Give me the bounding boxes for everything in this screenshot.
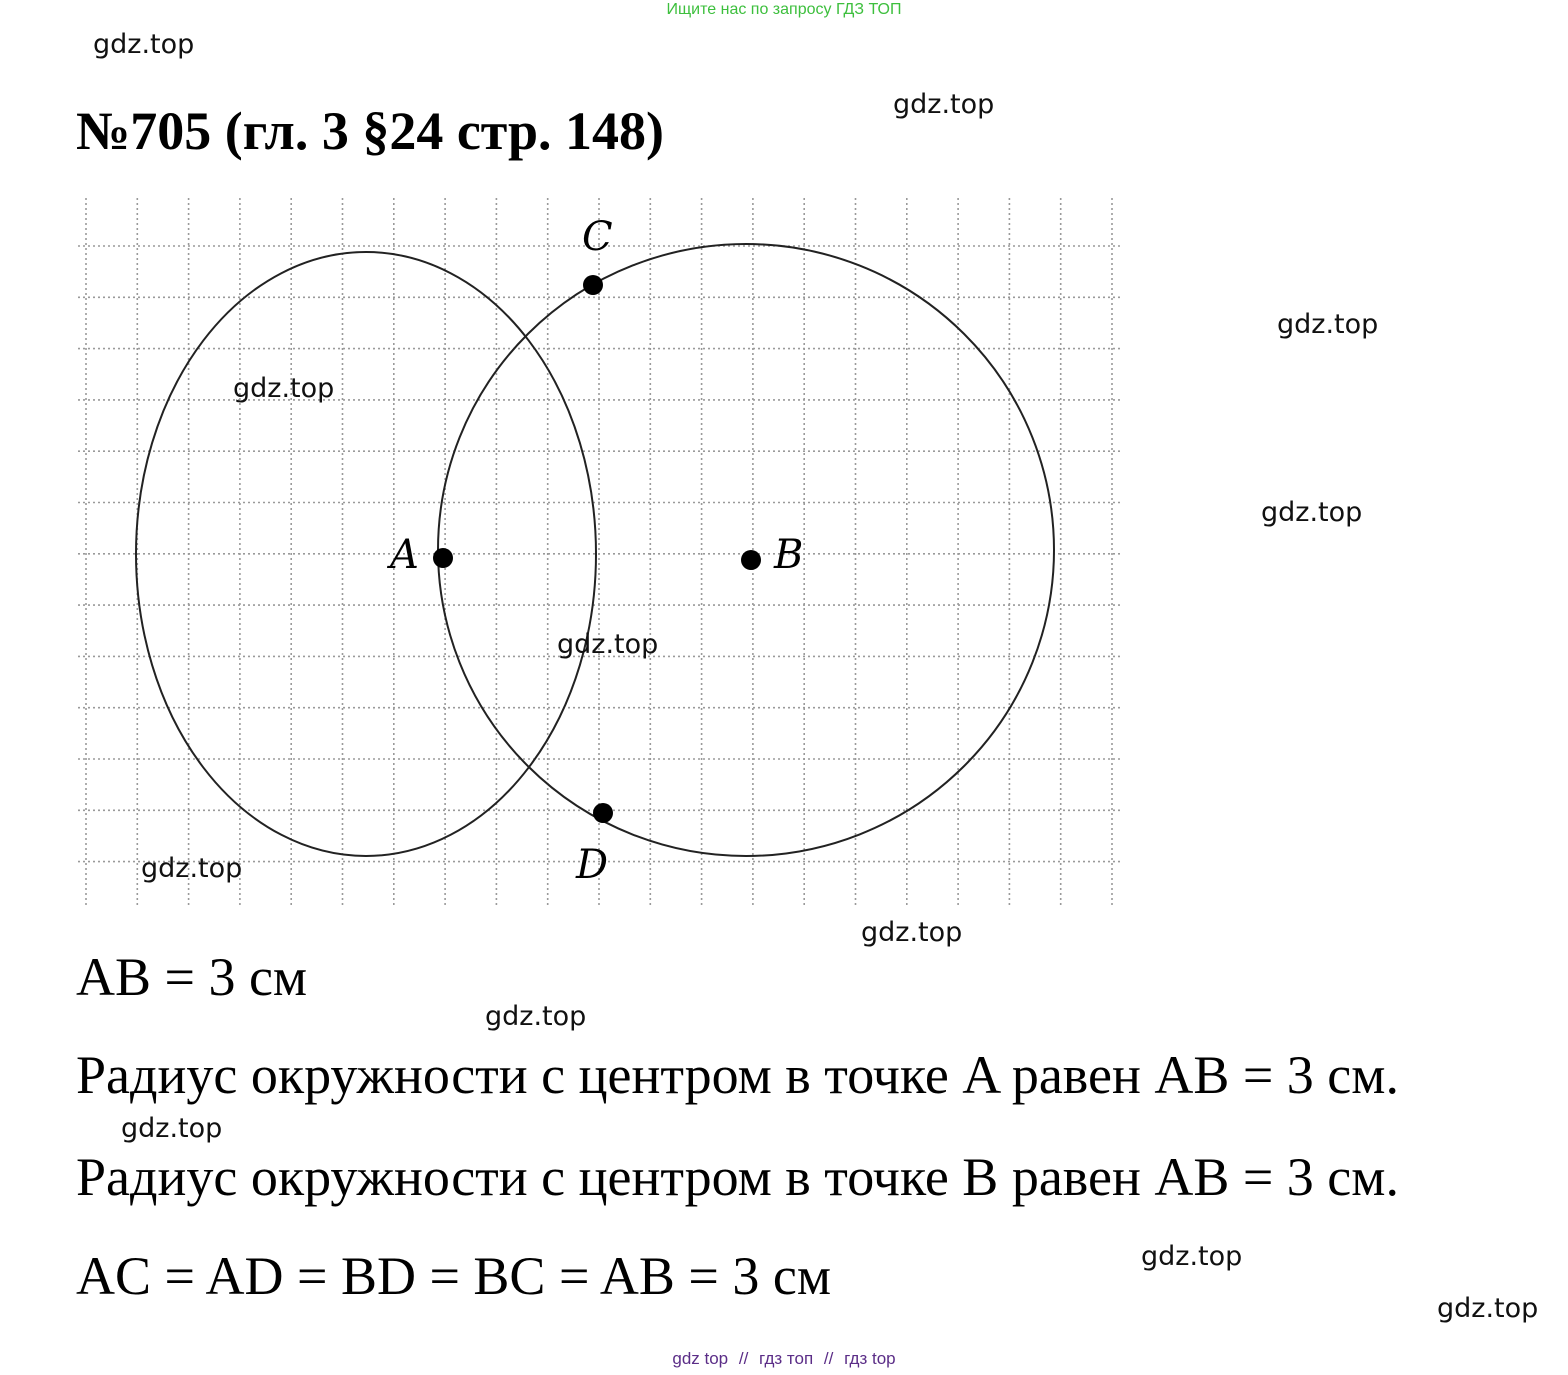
watermark: gdz.top <box>1437 1293 1539 1324</box>
watermark: gdz.top <box>121 1113 223 1144</box>
point-a <box>433 548 453 568</box>
text-equal: AC = AD = BD = BC = AB = 3 см <box>76 1246 832 1306</box>
label-a: A <box>390 532 419 578</box>
label-c: C <box>582 214 613 260</box>
text-radius-a: Радиус окружности с центром в точке A равен AB = 3 см. <box>76 1045 1399 1105</box>
watermark: gdz.top <box>1141 1241 1243 1272</box>
watermark: gdz.top <box>485 1001 587 1032</box>
footer-separator: // <box>823 1349 834 1368</box>
text-radius-b: Радиус окружности с центром в точке B равен AB = 3 см. <box>76 1147 1399 1207</box>
watermark: gdz.top <box>1261 497 1363 528</box>
geometry-figure <box>76 196 1122 910</box>
watermark: gdz.top <box>233 373 335 404</box>
label-d: D <box>576 842 609 888</box>
watermark: gdz.top <box>141 853 243 884</box>
watermark: gdz.top <box>93 29 195 60</box>
label-b: B <box>774 532 804 578</box>
footer-link[interactable]: gdz top <box>672 1349 729 1368</box>
page-title: №705 (гл. 3 §24 стр. 148) <box>76 101 664 161</box>
text-ab: AB = 3 см <box>76 947 308 1007</box>
watermark: gdz.top <box>557 629 659 660</box>
watermark: gdz.top <box>861 917 963 948</box>
footer-link[interactable]: гдз топ <box>759 1349 814 1368</box>
point-b <box>741 550 761 570</box>
footer-link[interactable]: гдз top <box>844 1349 896 1368</box>
watermark: gdz.top <box>893 89 995 120</box>
watermark: gdz.top <box>1277 309 1379 340</box>
search-banner[interactable]: Ищите нас по запросу ГДЗ ТОП <box>666 1 902 18</box>
point-c <box>583 275 603 295</box>
footer-links <box>0 1349 1568 1369</box>
point-d <box>593 803 613 823</box>
footer-separator: // <box>738 1349 749 1368</box>
